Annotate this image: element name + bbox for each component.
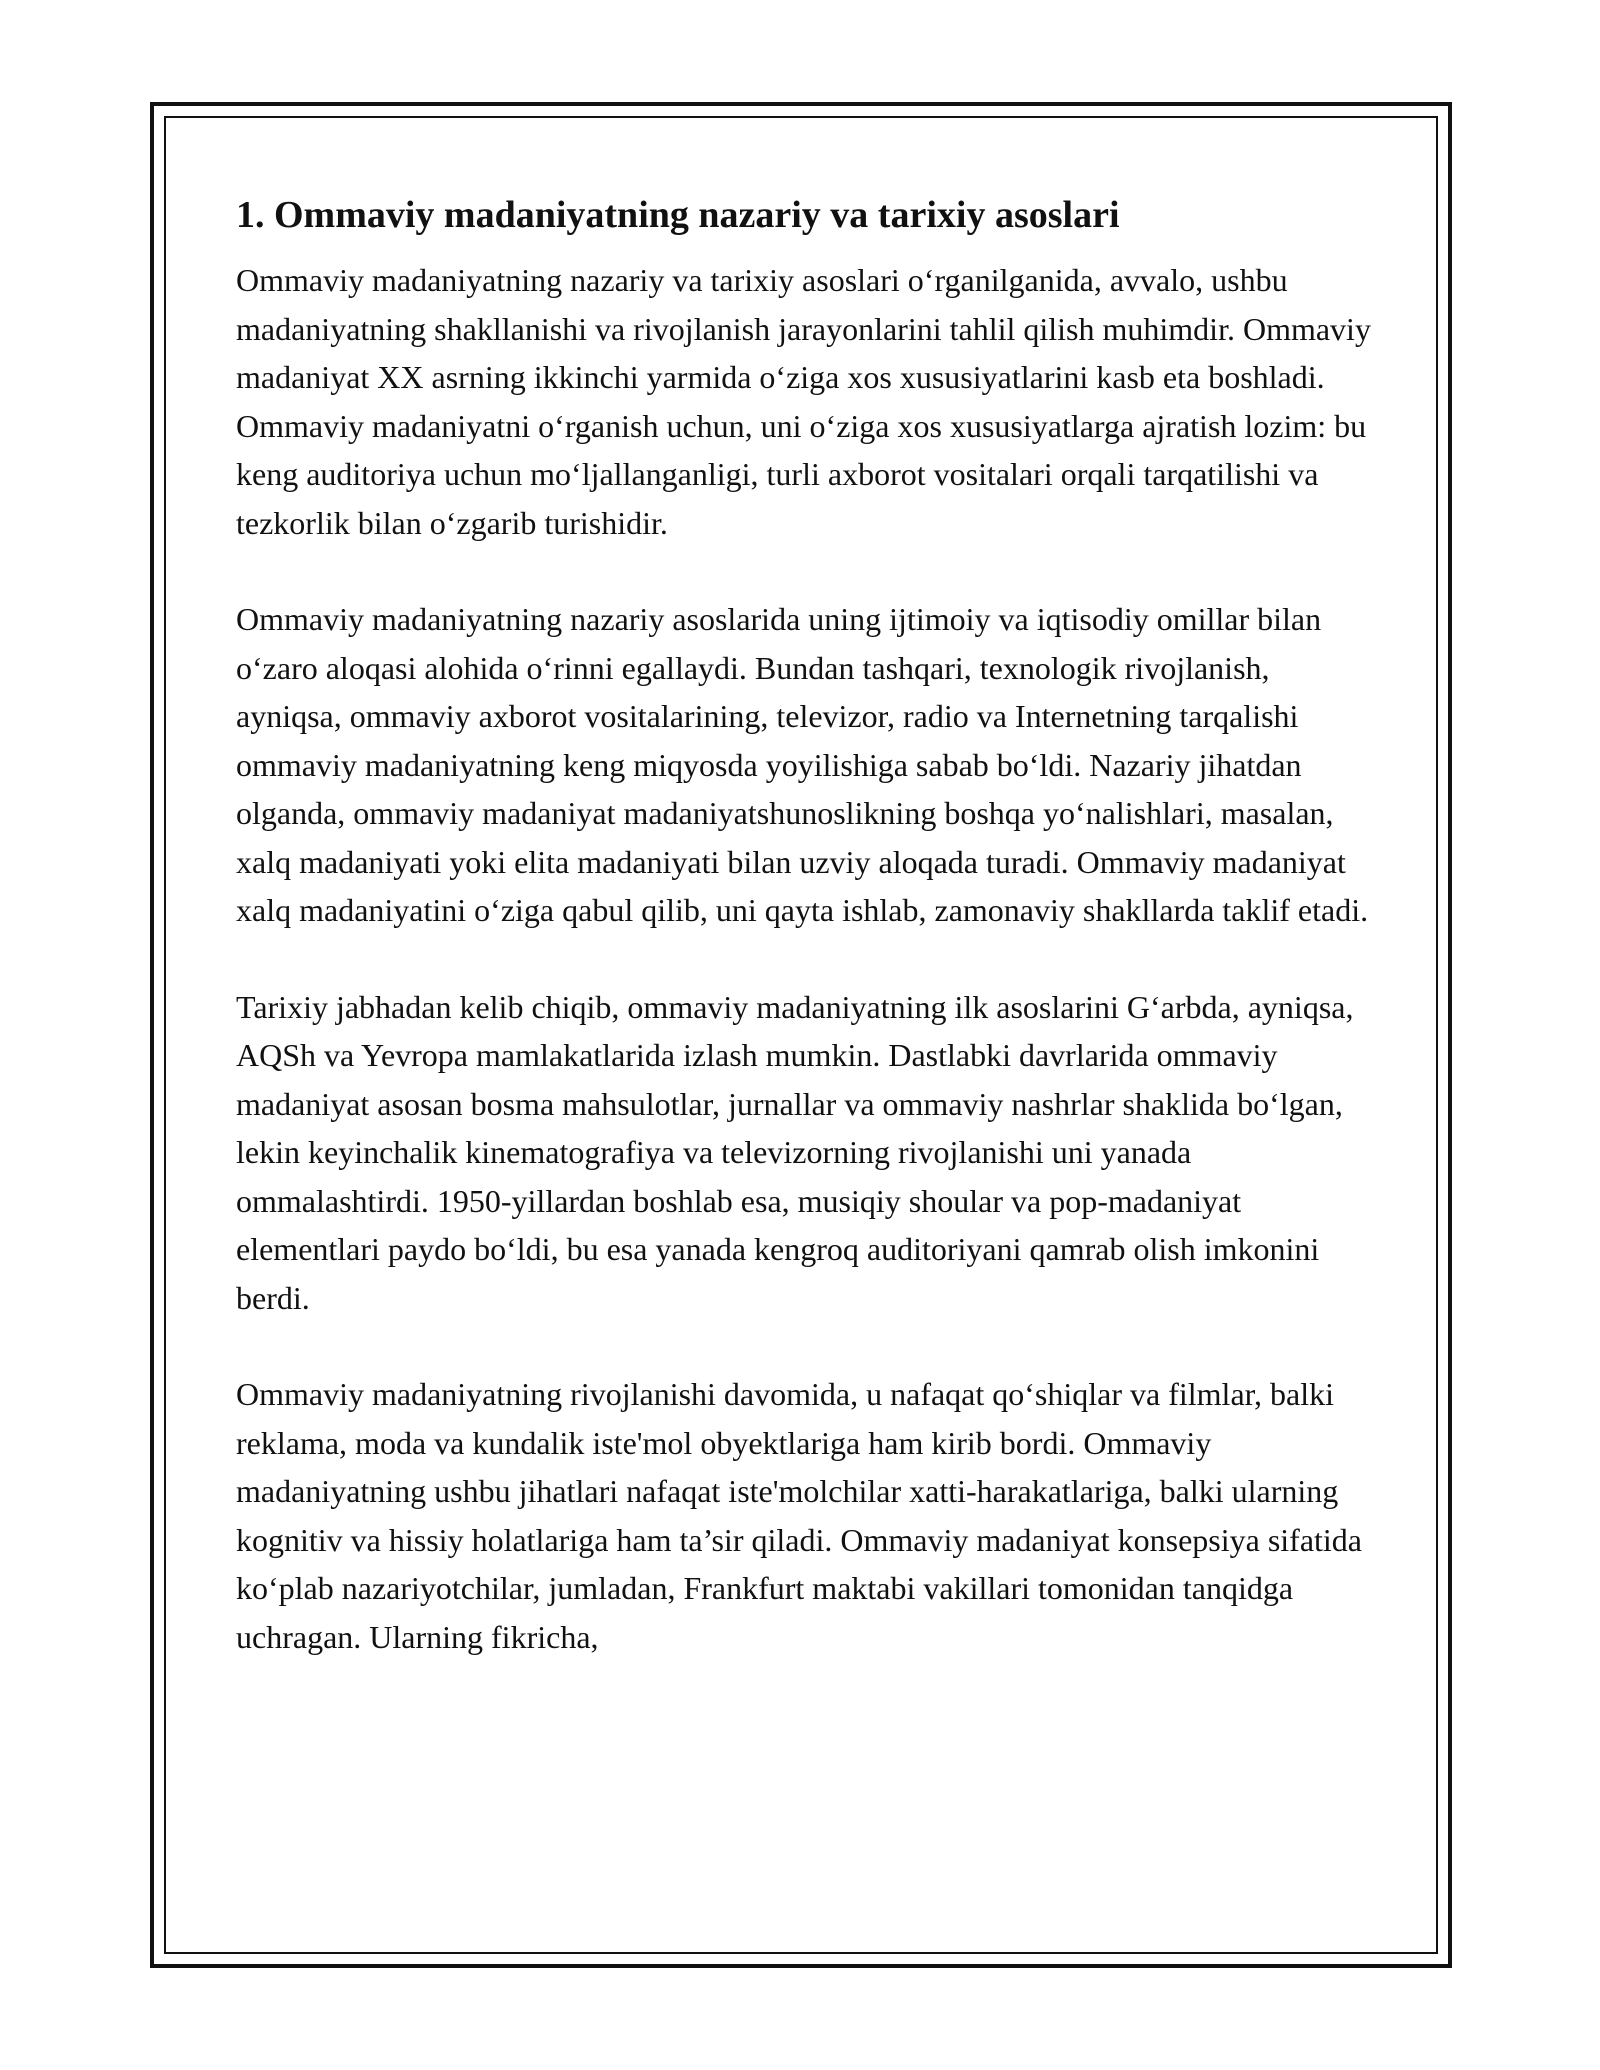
paragraph-2: Ommaviy madaniyatning nazariy asoslarida uning ijtimoiy va iqtisodiy omillar bilan o‘zaro aloqasi alohida o‘rinni egallaydi. Bundan tashqari, texnologik rivojlanish, ayniqsa, ommaviy axborot vositalarining, televizor, radio va Internetning tarqalishi ommaviy madaniyatning keng miqyosda yoyilishiga sabab bo‘ldi. Nazariy jihatdan olganda, ommaviy madaniyat madaniyatshunoslikning boshqa yo‘nalishlari, masalan, xalq madaniyati yoki elita madaniyati bilan uzviy aloqada turadi. Ommaviy madaniyat xalq madaniyatini o‘ziga qabul qilib, uni qayta ishlab, zamonaviy shakllarda taklif etadi.	[236, 601, 1369, 928]
paragraph-1: Ommaviy madaniyatning nazariy va tarixiy asoslari o‘rganilganida, avvalo, ushbu madaniyatning shakllanishi va rivojlanish jarayonlarini tahlil qilish muhimdir. Ommaviy madaniyat XX asrning ikkinchi yarmida o‘ziga xos xususiyatlarini kasb eta boshladi. Ommaviy madaniyatni o‘rganish uchun, uni o‘ziga xos xususiyatlarga ajratish lozim: bu keng auditoriya uchun mo‘ljallanganligi, turli axborot vositalari orqali tarqatilishi va tezkorlik bilan o‘zgarib turishidir.	[236, 262, 1371, 541]
paragraph-3: Tarixiy jabhadan kelib chiqib, ommaviy madaniyatning ilk asoslarini G‘arbda, ayniqsa, AQSh va Yevropa mamlakatlarida izlash mumkin. Dastlabki davrlarida ommaviy madaniyat asosan bosma mahsulotlar, jurnallar va ommaviy nashrlar shaklida bo‘lgan, lekin keyinchalik kinematografiya va televizorning rivojlanishi uni yanada ommalashtirdi. 1950-yillardan boshlab esa, musiqiy shoular va pop-madaniyat elementlari paydo bo‘ldi, bu esa yanada kengroq auditoriyani qamrab olish imkonini berdi.	[236, 988, 1354, 1316]
document-body	[236, 186, 1376, 1709]
section-heading: 1. Ommaviy madaniyatning nazariy va tarixiy asoslari	[236, 194, 1120, 236]
paragraph-4: Ommaviy madaniyatning rivojlanishi davomida, u nafaqat qo‘shiqlar va filmlar, balki reklama, moda va kundalik iste'mol obyektlariga ham kirib bordi. Ommaviy madaniyatning ushbu jihatlari nafaqat iste'molchilar xatti-harakatlariga, balki ularning kognitiv va hissiy holatlariga ham ta’sir qiladi. Ommaviy madaniyat konsepsiya sifatida ko‘plab nazariyotchilar, jumladan, Frankfurt maktabi vakillari tomonidan tanqidga uchragan. Ularning fikricha,	[236, 1376, 1362, 1655]
